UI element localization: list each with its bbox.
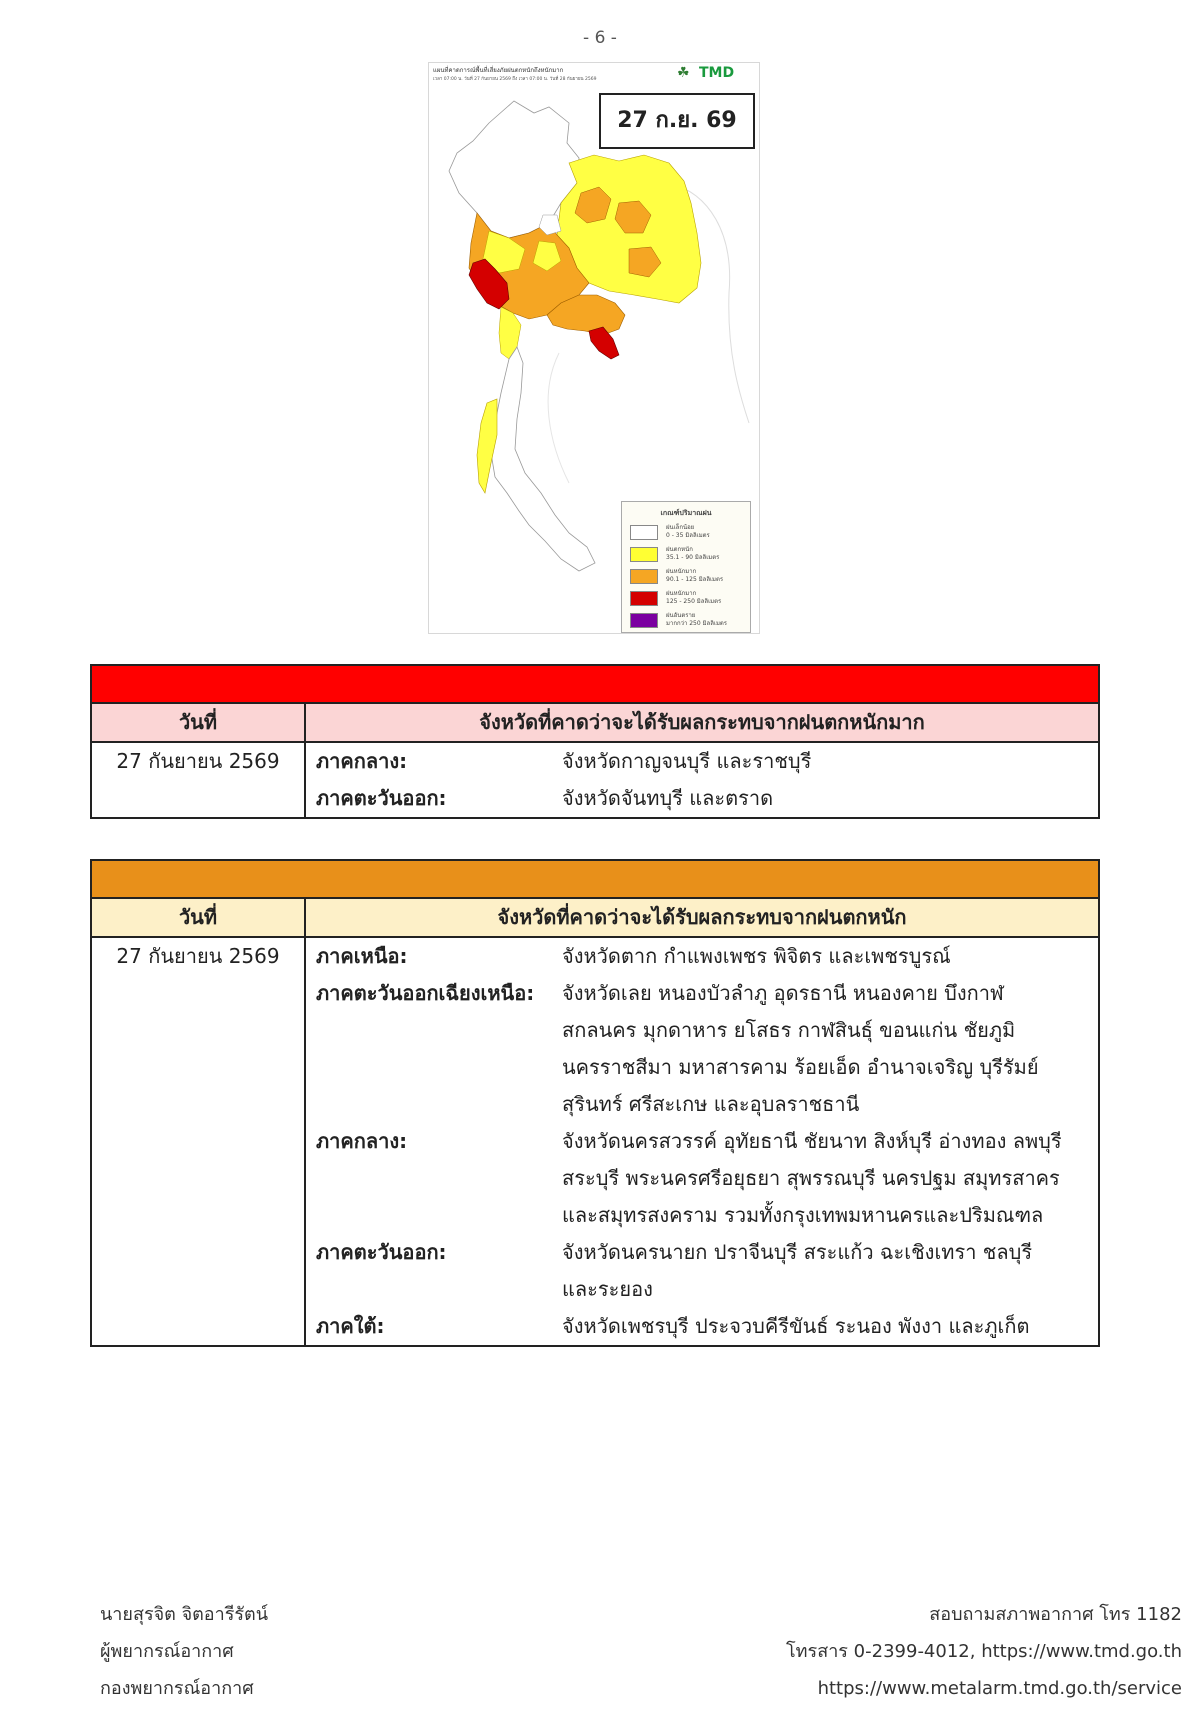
legend-swatch (630, 525, 658, 540)
tmd-logo-icon: ☘ (677, 65, 690, 81)
very-heavy-rain-header (92, 704, 1098, 743)
legend-item (630, 546, 750, 562)
legend-swatch (630, 569, 658, 584)
province-list: และสมุทรสงคราม รวมทั้งกรุงเทพมหานครและปริมณฑล (562, 1203, 1044, 1227)
province-list: สุรินทร์ ศรีสะเกษ และอุบลราชธานี (562, 1092, 860, 1116)
region-label: ภาคใต้: (316, 1314, 385, 1338)
province-list: จังหวัดนครนายก ปราจีนบุรี สระแก้ว ฉะเชิงเทรา ชลบุรี (562, 1240, 1033, 1264)
rain-forecast-map (428, 62, 760, 634)
province-list: และระยอง (562, 1277, 653, 1301)
heavy-rain-header (92, 899, 1098, 938)
province-list: จังหวัดตาก กำแพงเพชร พิจิตร และเพชรบูรณ์ (562, 944, 951, 968)
legend-label: ฝนหนักมาก (666, 568, 697, 575)
province-list: จังหวัดเลย หนองบัวลำภู อุดรธานี หนองคาย บึงกาฬ (562, 981, 1004, 1005)
region-label: ภาคเหนือ: (316, 944, 408, 968)
legend-label: ฝนตกหนัก (666, 546, 693, 553)
province-list: จังหวัดกาญจนบุรี และราชบุรี (562, 749, 812, 773)
region-label: ภาคตะวันออก: (316, 1240, 447, 1264)
legend-range: 35.1 - 90 มิลลิเมตร (666, 554, 720, 561)
legend-swatch (630, 613, 658, 628)
map-header-line2: เวลา 07:00 น. วันที่ 27 กันยายน 2569 ถึง เวลา 07:00 น. วันที่ 28 กันยายน 2569 (433, 77, 597, 82)
very-heavy-rain-table (90, 664, 1100, 819)
province-list: จังหวัดนครสวรรค์ อุทัยธานี ชัยนาท สิงห์บุรี อ่างทอง ลพบุรี (562, 1129, 1062, 1153)
map-yellow-zone-south (477, 399, 497, 493)
province-list: จังหวัดเพชรบุรี ประจวบคีรีขันธ์ ระนอง พังงา และภูเก็ต (562, 1314, 1030, 1338)
region-label: ภาคตะวันออกเฉียงเหนือ: (316, 981, 535, 1005)
province-list: นครราชสีมา มหาสารคาม ร้อยเอ็ด อำนาจเจริญ บุรีรัมย์ (562, 1055, 1039, 1079)
region-label: ภาคตะวันออก: (316, 786, 447, 810)
map-legend (621, 501, 751, 633)
table-row (316, 938, 1088, 975)
province-list: จังหวัดจันทบุรี และตราด (562, 786, 774, 810)
province-list: สระบุรี พระนครศรีอยุธยา สุพรรณบุรี นครปฐม สมุทรสาคร (562, 1166, 1060, 1190)
legend-range: มากกว่า 250 มิลลิเมตร (666, 620, 728, 627)
legend-swatch (630, 547, 658, 562)
column-header-area: จังหวัดที่คาดว่าจะได้รับผลกระทบจากฝนตกหนัก (497, 905, 907, 929)
legend-title: เกณฑ์ปริมาณฝน (660, 509, 712, 517)
forecaster-title: ผู้พยากรณ์อากาศ (100, 1641, 234, 1662)
table-row (316, 975, 1088, 1123)
region-label: ภาคกลาง: (316, 1129, 408, 1153)
forecaster-info (100, 1596, 268, 1707)
table-row (316, 780, 1088, 817)
table-row (316, 1308, 1088, 1345)
column-header-date: วันที่ (92, 704, 306, 741)
column-header-date: วันที่ (92, 899, 306, 936)
contact-service-link[interactable]: https://www.metalarm.tmd.go.th/service (817, 1678, 1182, 1699)
legend-item (630, 568, 750, 584)
table-row (316, 1234, 1088, 1308)
contact-fax-website[interactable]: โทรสาร 0-2399-4012, https://www.tmd.go.th (786, 1641, 1182, 1662)
legend-range: 0 - 35 มิลลิเมตร (666, 532, 710, 539)
legend-swatch (630, 591, 658, 606)
table-row (316, 743, 1088, 780)
map-red-zone-east (589, 327, 619, 359)
tmd-logo: TMD (699, 65, 735, 81)
heavy-rain-table (90, 859, 1100, 1347)
page-number: - 6 - (583, 28, 617, 48)
very-heavy-rain-band (92, 666, 1098, 704)
region-label: ภาคกลาง: (316, 749, 408, 773)
forecast-date: 27 กันยายน 2569 (92, 743, 306, 817)
contact-phone: สอบถามสภาพอากาศ โทร 1182 (929, 1604, 1182, 1625)
contact-info (786, 1596, 1182, 1707)
forecaster-division: กองพยากรณ์อากาศ (100, 1678, 254, 1699)
legend-item (630, 612, 750, 628)
forecast-date: 27 กันยายน 2569 (92, 938, 306, 1345)
column-header-area: จังหวัดที่คาดว่าจะได้รับผลกระทบจากฝนตกหนักมาก (479, 710, 925, 734)
legend-label: ฝนเล็กน้อย (666, 524, 695, 531)
map-date-label: 27 ก.ย. 69 (599, 93, 755, 149)
legend-item (630, 524, 750, 540)
map-region-south (491, 347, 595, 571)
legend-range: 125 - 250 มิลลิเมตร (666, 598, 722, 605)
legend-range: 90.1 - 125 มิลลิเมตร (666, 576, 724, 583)
forecaster-name: นายสุรจิต จิตอารีรัตน์ (100, 1604, 269, 1625)
province-list: สกลนคร มุกดาหาร ยโสธร กาฬสินธุ์ ขอนแก่น ชัยภูมิ (562, 1018, 1016, 1042)
map-header-line1: แผนที่คาดการณ์พื้นที่เสี่ยงภัยฝนตกหนักถึงหนักมาก (433, 67, 564, 74)
legend-label: ฝนหนักมาก (666, 590, 697, 597)
heavy-rain-band (92, 861, 1098, 899)
legend-label: ฝนอันตราย (666, 612, 696, 619)
legend-item (630, 590, 750, 606)
table-row (316, 1123, 1088, 1234)
